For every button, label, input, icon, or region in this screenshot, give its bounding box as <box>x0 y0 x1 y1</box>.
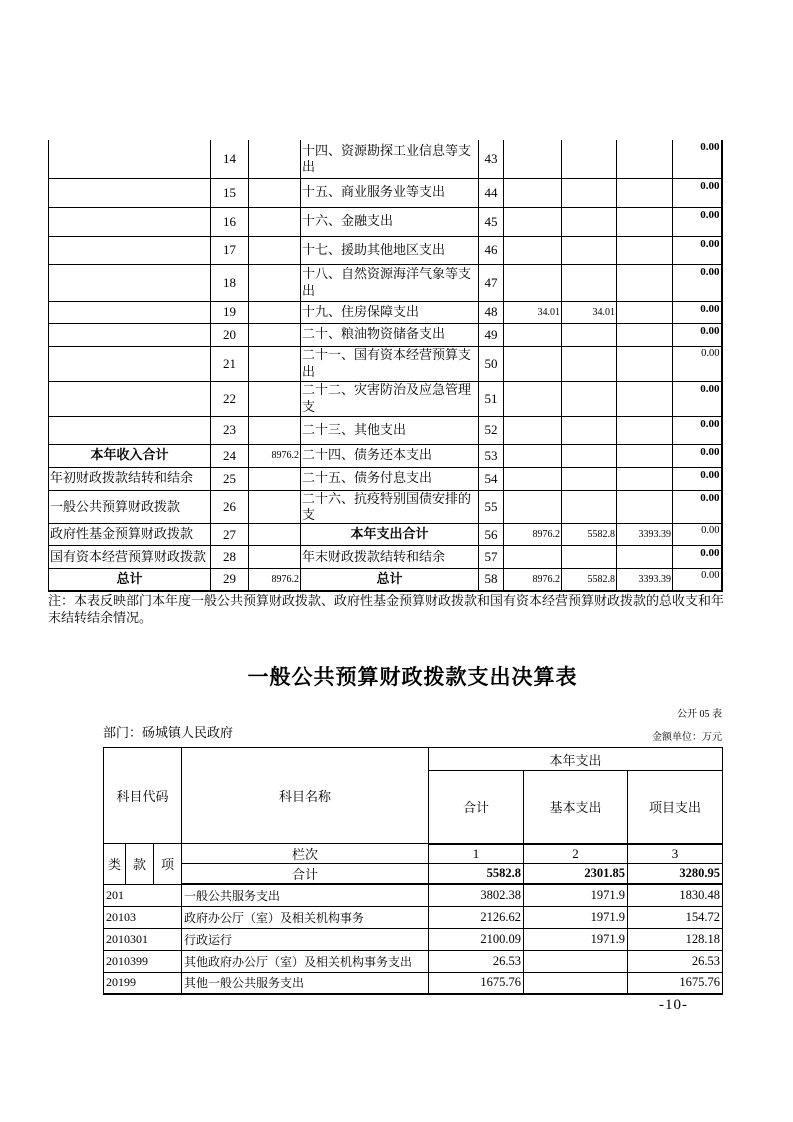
table-note: 注：本表反映部门本年度一般公共预算财政拨款、政府性基金预算财政拨款和国有资本经营预算财政拨款的总收支和年末结转结余情况。 <box>48 593 725 625</box>
expense-value-2 <box>562 346 617 381</box>
income-row-number: 21 <box>211 346 249 381</box>
basic-value-cell: 1971.9 <box>524 884 628 906</box>
subject-code-cell: 20199 <box>104 972 182 994</box>
expense-value-2 <box>562 323 617 346</box>
expense-value-4: 0.00 <box>673 467 722 490</box>
expense-value-2: 5582.8 <box>562 524 617 546</box>
expense-value-3 <box>617 346 673 381</box>
expense-item-label: 二十、粮油物资储备支出 <box>301 323 479 346</box>
expense-value-2 <box>562 140 617 178</box>
total-value-cell: 2126.62 <box>429 906 524 928</box>
income-row-number: 18 <box>211 264 249 301</box>
expense-value-3 <box>617 207 673 236</box>
summary-table-row <box>49 524 722 546</box>
income-amount <box>249 524 301 546</box>
expense-item-label: 本年支出合计 <box>301 524 479 546</box>
income-item-label: 总计 <box>49 569 211 591</box>
income-row-number: 20 <box>211 323 249 346</box>
income-row-number: 22 <box>211 381 249 416</box>
expense-item-label: 十四、资源勘探工业信息等支出 <box>301 140 479 178</box>
income-item-label <box>49 140 211 178</box>
expense-value-2 <box>562 381 617 416</box>
summary-table-row <box>49 264 722 301</box>
total-value-cell: 2100.09 <box>429 928 524 950</box>
expense-row-number: 56 <box>479 524 504 546</box>
expense-item-label: 二十二、灾害防治及应急管理支 <box>301 381 479 416</box>
income-amount: 8976.2 <box>249 569 301 591</box>
expense-value-1 <box>504 416 562 444</box>
income-row-number: 14 <box>211 140 249 178</box>
expense-value-3 <box>617 546 673 569</box>
summary-table-row <box>49 140 722 178</box>
expense-value-2 <box>562 444 617 467</box>
income-row-number: 17 <box>211 236 249 264</box>
expense-value-1 <box>504 140 562 178</box>
expense-value-4: 0.00 <box>673 524 722 546</box>
expense-value-1: 8976.2 <box>504 524 562 546</box>
expense-row-number: 58 <box>479 569 504 591</box>
expense-row-number: 55 <box>479 490 504 524</box>
expense-value-2 <box>562 416 617 444</box>
item-header: 项 <box>154 844 182 885</box>
expense-value-1 <box>504 346 562 381</box>
income-amount <box>249 264 301 301</box>
income-row-number: 27 <box>211 524 249 546</box>
department-label: 部门：砀城镇人民政府 <box>103 725 234 740</box>
column-index-1: 1 <box>429 844 524 864</box>
income-row-number: 25 <box>211 467 249 490</box>
summary-table-row <box>49 178 722 207</box>
table-code-label: 公开 05 表 <box>677 709 722 720</box>
income-item-label <box>49 346 211 381</box>
expense-value-4: 0.00 <box>673 301 722 323</box>
expense-value-2 <box>562 236 617 264</box>
income-item-label <box>49 381 211 416</box>
expense-row-number: 54 <box>479 467 504 490</box>
expense-value-4: 0.00 <box>673 264 722 301</box>
expense-value-1: 34.01 <box>504 301 562 323</box>
income-item-label <box>49 178 211 207</box>
expense-value-3 <box>617 301 673 323</box>
subject-name-cell: 一般公共服务支出 <box>182 884 429 906</box>
table-meta-line <box>103 722 722 743</box>
expense-value-2 <box>562 207 617 236</box>
expenditure-table-row <box>104 928 723 950</box>
summary-table-row <box>49 301 722 323</box>
income-amount <box>249 178 301 207</box>
expense-value-4: 0.00 <box>673 140 722 178</box>
expense-value-3 <box>617 236 673 264</box>
summary-table-row <box>49 546 722 569</box>
expense-value-3 <box>617 416 673 444</box>
expense-row-number: 46 <box>479 236 504 264</box>
expense-value-3 <box>617 178 673 207</box>
column-index-3: 3 <box>628 844 723 864</box>
expense-value-3 <box>617 490 673 524</box>
income-item-label <box>49 264 211 301</box>
total-value-cell: 1675.76 <box>429 972 524 994</box>
class-header: 类 <box>104 844 126 885</box>
total-value-cell: 3802.38 <box>429 884 524 906</box>
expense-value-2: 5582.8 <box>562 569 617 591</box>
expense-value-4: 0.00 <box>673 207 722 236</box>
expense-value-4: 0.00 <box>673 546 722 569</box>
income-item-label: 本年收入合计 <box>49 444 211 467</box>
income-item-label: 国有资本经营预算财政拨款 <box>49 546 211 569</box>
expense-value-4: 0.00 <box>673 236 722 264</box>
grand-total-basic: 2301.85 <box>524 864 628 885</box>
unit-label: 金额单位：万元 <box>652 732 722 743</box>
expense-item-label: 十八、自然资源海洋气象等支出 <box>301 264 479 301</box>
income-amount <box>249 323 301 346</box>
expense-row-number: 48 <box>479 301 504 323</box>
summary-table-row <box>49 467 722 490</box>
page-title: 一般公共预算财政拨款支出决算表 <box>247 666 578 689</box>
basic-expenditure-header: 基本支出 <box>524 771 628 844</box>
section-header: 款 <box>126 844 154 885</box>
subject-name-cell: 其他一般公共服务支出 <box>182 972 429 994</box>
expense-item-label: 年末财政拨款结转和结余 <box>301 546 479 569</box>
expense-value-4: 0.00 <box>673 444 722 467</box>
summary-table-row <box>49 444 722 467</box>
expense-value-4: 0.00 <box>673 490 722 524</box>
grand-total-project: 3280.95 <box>628 864 723 885</box>
income-row-number: 16 <box>211 207 249 236</box>
expense-value-3 <box>617 467 673 490</box>
expense-item-label: 二十五、债务付息支出 <box>301 467 479 490</box>
summary-table-row <box>49 490 722 524</box>
income-item-label <box>49 236 211 264</box>
expense-value-2 <box>562 467 617 490</box>
income-amount <box>249 490 301 524</box>
summary-table-row <box>49 236 722 264</box>
expense-row-number: 47 <box>479 264 504 301</box>
expense-row-number: 51 <box>479 381 504 416</box>
project-value-cell: 26.53 <box>628 950 723 972</box>
expense-value-1 <box>504 381 562 416</box>
income-amount <box>249 236 301 264</box>
income-row-number: 19 <box>211 301 249 323</box>
expense-value-1 <box>504 236 562 264</box>
expense-item-label: 二十三、其他支出 <box>301 416 479 444</box>
column-index-row <box>104 844 723 864</box>
expense-value-4: 0.00 <box>673 178 722 207</box>
income-amount <box>249 546 301 569</box>
summary-table-row <box>49 381 722 416</box>
income-row-number: 28 <box>211 546 249 569</box>
expense-value-3 <box>617 140 673 178</box>
expense-row-number: 50 <box>479 346 504 381</box>
income-amount <box>249 467 301 490</box>
expense-value-4: 0.00 <box>673 323 722 346</box>
basic-value-cell <box>524 972 628 994</box>
income-amount <box>249 301 301 323</box>
expense-value-2 <box>562 178 617 207</box>
income-row-number: 29 <box>211 569 249 591</box>
summary-table <box>48 140 723 592</box>
column-index-label: 栏次 <box>182 844 429 864</box>
summary-table-row <box>49 323 722 346</box>
expense-row-number: 53 <box>479 444 504 467</box>
expense-value-2 <box>562 546 617 569</box>
expenditure-table <box>103 747 723 995</box>
expense-value-4: 0.00 <box>673 416 722 444</box>
basic-value-cell: 1971.9 <box>524 906 628 928</box>
subject-name-cell: 行政运行 <box>182 928 429 950</box>
expense-value-2 <box>562 490 617 524</box>
grand-total-label: 合计 <box>182 864 429 885</box>
income-amount <box>249 140 301 178</box>
expense-row-number: 49 <box>479 323 504 346</box>
expense-value-4: 0.00 <box>673 346 722 381</box>
expense-value-4: 0.00 <box>673 569 722 591</box>
expense-value-1 <box>504 178 562 207</box>
subject-name-cell: 政府办公厅（室）及相关机构事务 <box>182 906 429 928</box>
income-row-number: 15 <box>211 178 249 207</box>
expense-row-number: 45 <box>479 207 504 236</box>
subject-code-cell: 20103 <box>104 906 182 928</box>
expense-value-3: 3393.39 <box>617 524 673 546</box>
expense-item-label: 十五、商业服务业等支出 <box>301 178 479 207</box>
grand-total-row <box>104 864 723 885</box>
current-year-expenditure-header: 本年支出 <box>429 748 723 771</box>
subject-code-cell: 201 <box>104 884 182 906</box>
expense-item-label: 二十四、债务还本支出 <box>301 444 479 467</box>
expenditure-table-row <box>104 906 723 928</box>
basic-value-cell <box>524 950 628 972</box>
expense-value-3 <box>617 381 673 416</box>
income-row-number: 24 <box>211 444 249 467</box>
expense-value-1 <box>504 546 562 569</box>
summary-table-row <box>49 207 722 236</box>
expense-row-number: 43 <box>479 140 504 178</box>
income-row-number: 23 <box>211 416 249 444</box>
expense-value-1 <box>504 490 562 524</box>
expense-value-1 <box>504 264 562 301</box>
subject-code-cell: 2010399 <box>104 950 182 972</box>
total-column-header: 合计 <box>429 771 524 844</box>
expense-value-3: 3393.39 <box>617 569 673 591</box>
subject-name-header: 科目名称 <box>182 748 429 844</box>
income-amount <box>249 346 301 381</box>
expense-item-label: 十九、住房保障支出 <box>301 301 479 323</box>
subject-code-cell: 2010301 <box>104 928 182 950</box>
income-item-label <box>49 416 211 444</box>
income-amount <box>249 207 301 236</box>
expense-value-1 <box>504 323 562 346</box>
income-item-label: 年初财政拨款结转和结余 <box>49 467 211 490</box>
income-item-label: 一般公共预算财政拨款 <box>49 490 211 524</box>
subject-code-header: 科目代码 <box>104 748 182 844</box>
expense-value-3 <box>617 264 673 301</box>
expense-value-4: 0.00 <box>673 381 722 416</box>
project-value-cell: 1675.76 <box>628 972 723 994</box>
expenditure-table-row <box>104 950 723 972</box>
expenditure-table-row <box>104 972 723 994</box>
summary-table-row <box>49 416 722 444</box>
expense-row-number: 57 <box>479 546 504 569</box>
expense-value-1: 8976.2 <box>504 569 562 591</box>
project-value-cell: 154.72 <box>628 906 723 928</box>
project-value-cell: 1830.48 <box>628 884 723 906</box>
summary-table-row <box>49 346 722 381</box>
project-expenditure-header: 项目支出 <box>628 771 723 844</box>
income-amount: 8976.2 <box>249 444 301 467</box>
expense-value-3 <box>617 444 673 467</box>
expense-value-1 <box>504 444 562 467</box>
page-number: -10- <box>659 997 688 1013</box>
expense-row-number: 44 <box>479 178 504 207</box>
income-item-label: 政府性基金预算财政拨款 <box>49 524 211 546</box>
expense-value-2 <box>562 264 617 301</box>
income-item-label <box>49 323 211 346</box>
expense-item-label: 十六、金融支出 <box>301 207 479 236</box>
income-row-number: 26 <box>211 490 249 524</box>
expense-value-1 <box>504 207 562 236</box>
grand-total-value: 5582.8 <box>429 864 524 885</box>
header-row-1 <box>104 748 723 771</box>
total-value-cell: 26.53 <box>429 950 524 972</box>
expense-item-label: 总计 <box>301 569 479 591</box>
column-index-2: 2 <box>524 844 628 864</box>
expense-value-3 <box>617 323 673 346</box>
subject-name-cell: 其他政府办公厅（室）及相关机构事务支出 <box>182 950 429 972</box>
expense-item-label: 二十六、抗疫特别国债安排的支 <box>301 490 479 524</box>
project-value-cell: 128.18 <box>628 928 723 950</box>
expenditure-table-row <box>104 884 723 906</box>
summary-table-row <box>49 569 722 591</box>
basic-value-cell: 1971.9 <box>524 928 628 950</box>
income-item-label <box>49 207 211 236</box>
expense-item-label: 十七、援助其他地区支出 <box>301 236 479 264</box>
expense-item-label: 二十一、国有资本经营预算支出 <box>301 346 479 381</box>
expense-value-2: 34.01 <box>562 301 617 323</box>
expense-row-number: 52 <box>479 416 504 444</box>
income-item-label <box>49 301 211 323</box>
income-amount <box>249 381 301 416</box>
expense-value-1 <box>504 467 562 490</box>
income-amount <box>249 416 301 444</box>
